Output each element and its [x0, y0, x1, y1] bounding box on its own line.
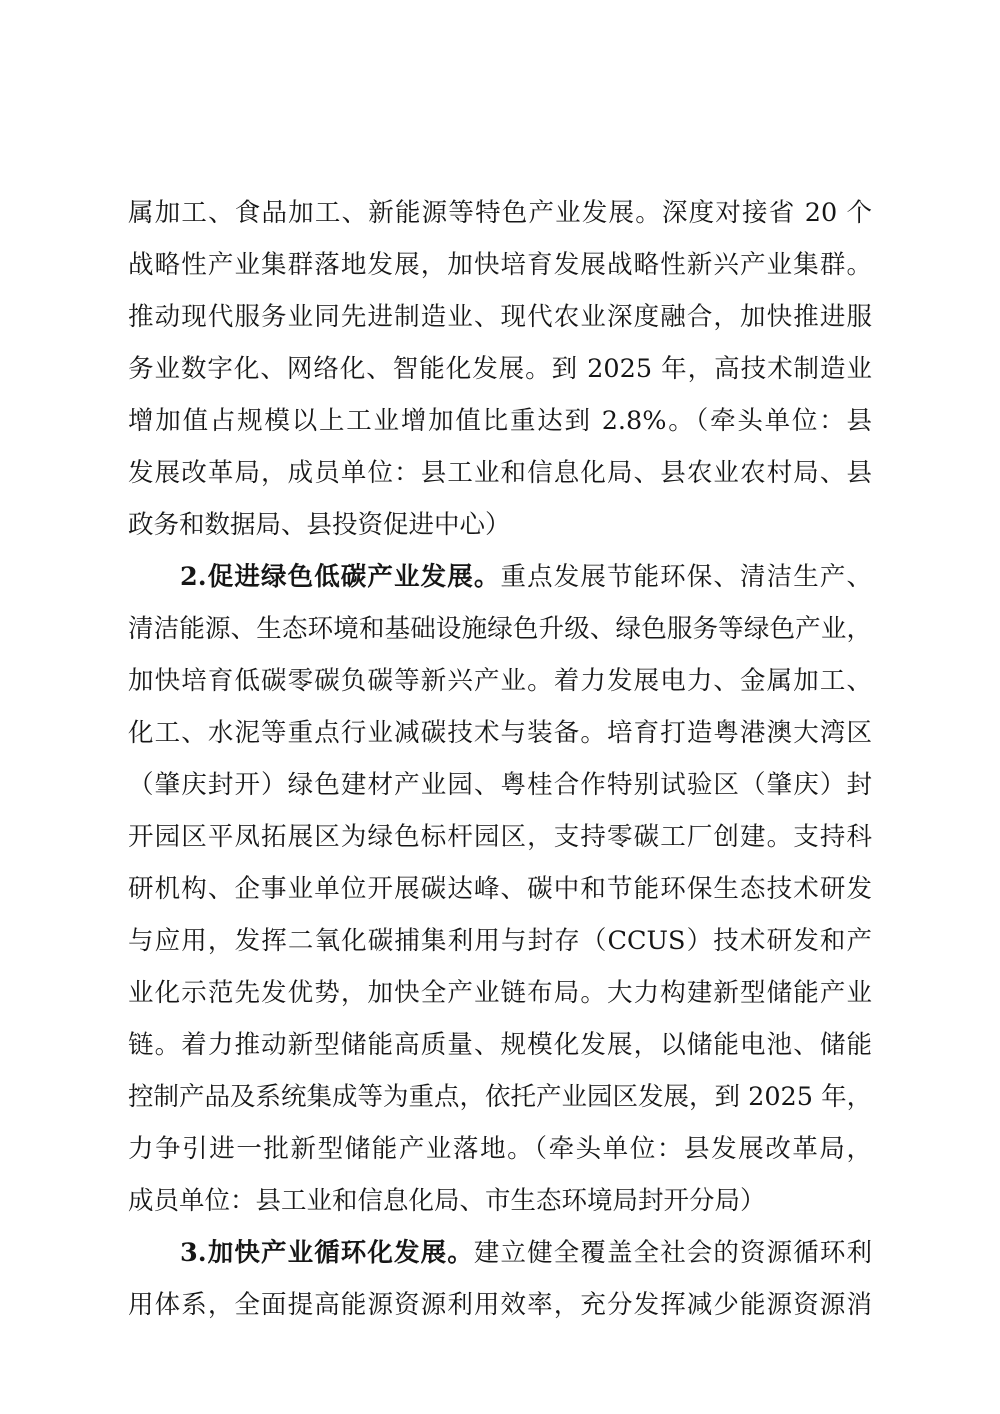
- section-3-heading: 3.加快产业循环化发展。: [180, 1238, 474, 1268]
- paragraph-line: 用体系，全面提高能源资源利用效率，充分发挥减少能源资源消: [128, 1290, 872, 1320]
- paragraph-line: 推动现代服务业同先进制造业、现代农业深度融合，加快推进服: [128, 302, 872, 332]
- section-3-first-line: [128, 1227, 872, 1279]
- section-3-first-line-text: 建立健全覆盖全社会的资源循环利: [473, 1238, 872, 1268]
- section-2-first-line-text: 重点发展节能环保、清洁生产、: [500, 562, 872, 592]
- paragraph-line: 增加值占规模以上工业增加值比重达到 2.8%。（牵头单位：县: [128, 406, 872, 436]
- section-2-first-line: [128, 551, 872, 603]
- paragraph-line: 政务和数据局、县投资促进中心）: [128, 510, 511, 540]
- paragraph-line: 开园区平凤拓展区为绿色标杆园区，支持零碳工厂创建。支持科: [128, 822, 872, 852]
- paragraph-line: 链。着力推动新型储能高质量、规模化发展，以储能电池、储能: [128, 1030, 872, 1060]
- paragraph-line: 力争引进一批新型储能产业落地。（牵头单位：县发展改革局，: [128, 1134, 872, 1164]
- paragraph-line: 研机构、企事业单位开展碳达峰、碳中和节能环保生态技术研发: [128, 874, 872, 904]
- paragraph-line: 属加工、食品加工、新能源等特色产业发展。深度对接省 20 个: [128, 198, 872, 228]
- paragraph-line: 业化示范先发优势，加快全产业链布局。大力构建新型储能产业: [128, 978, 872, 1008]
- paragraph-line: 化工、水泥等重点行业减碳技术与装备。培育打造粤港澳大湾区: [128, 718, 872, 748]
- document-body: [128, 187, 872, 1331]
- paragraph-line: 控制产品及系统集成等为重点，依托产业园区发展，到 2025 年，: [128, 1082, 873, 1112]
- paragraph-line: 发展改革局，成员单位：县工业和信息化局、县农业农村局、县: [128, 458, 872, 488]
- paragraph-line: （肇庆封开）绿色建材产业园、粤桂合作特别试验区（肇庆）封: [128, 770, 872, 800]
- paragraph-line: 清洁能源、生态环境和基础设施绿色升级、绿色服务等绿色产业，: [128, 614, 872, 644]
- paragraph-line: 成员单位：县工业和信息化局、市生态环境局封开分局）: [128, 1186, 766, 1216]
- paragraph-line: 务业数字化、网络化、智能化发展。到 2025 年，高技术制造业: [128, 354, 872, 384]
- paragraph-line: 加快培育低碳零碳负碳等新兴产业。着力发展电力、金属加工、: [128, 666, 872, 696]
- section-2-heading: 2.促进绿色低碳产业发展。: [180, 562, 501, 592]
- paragraph-line: 战略性产业集群落地发展，加快培育发展战略性新兴产业集群。: [128, 250, 872, 280]
- paragraph-line: 与应用，发挥二氧化碳捕集利用与封存（CCUS）技术研发和产: [128, 926, 872, 956]
